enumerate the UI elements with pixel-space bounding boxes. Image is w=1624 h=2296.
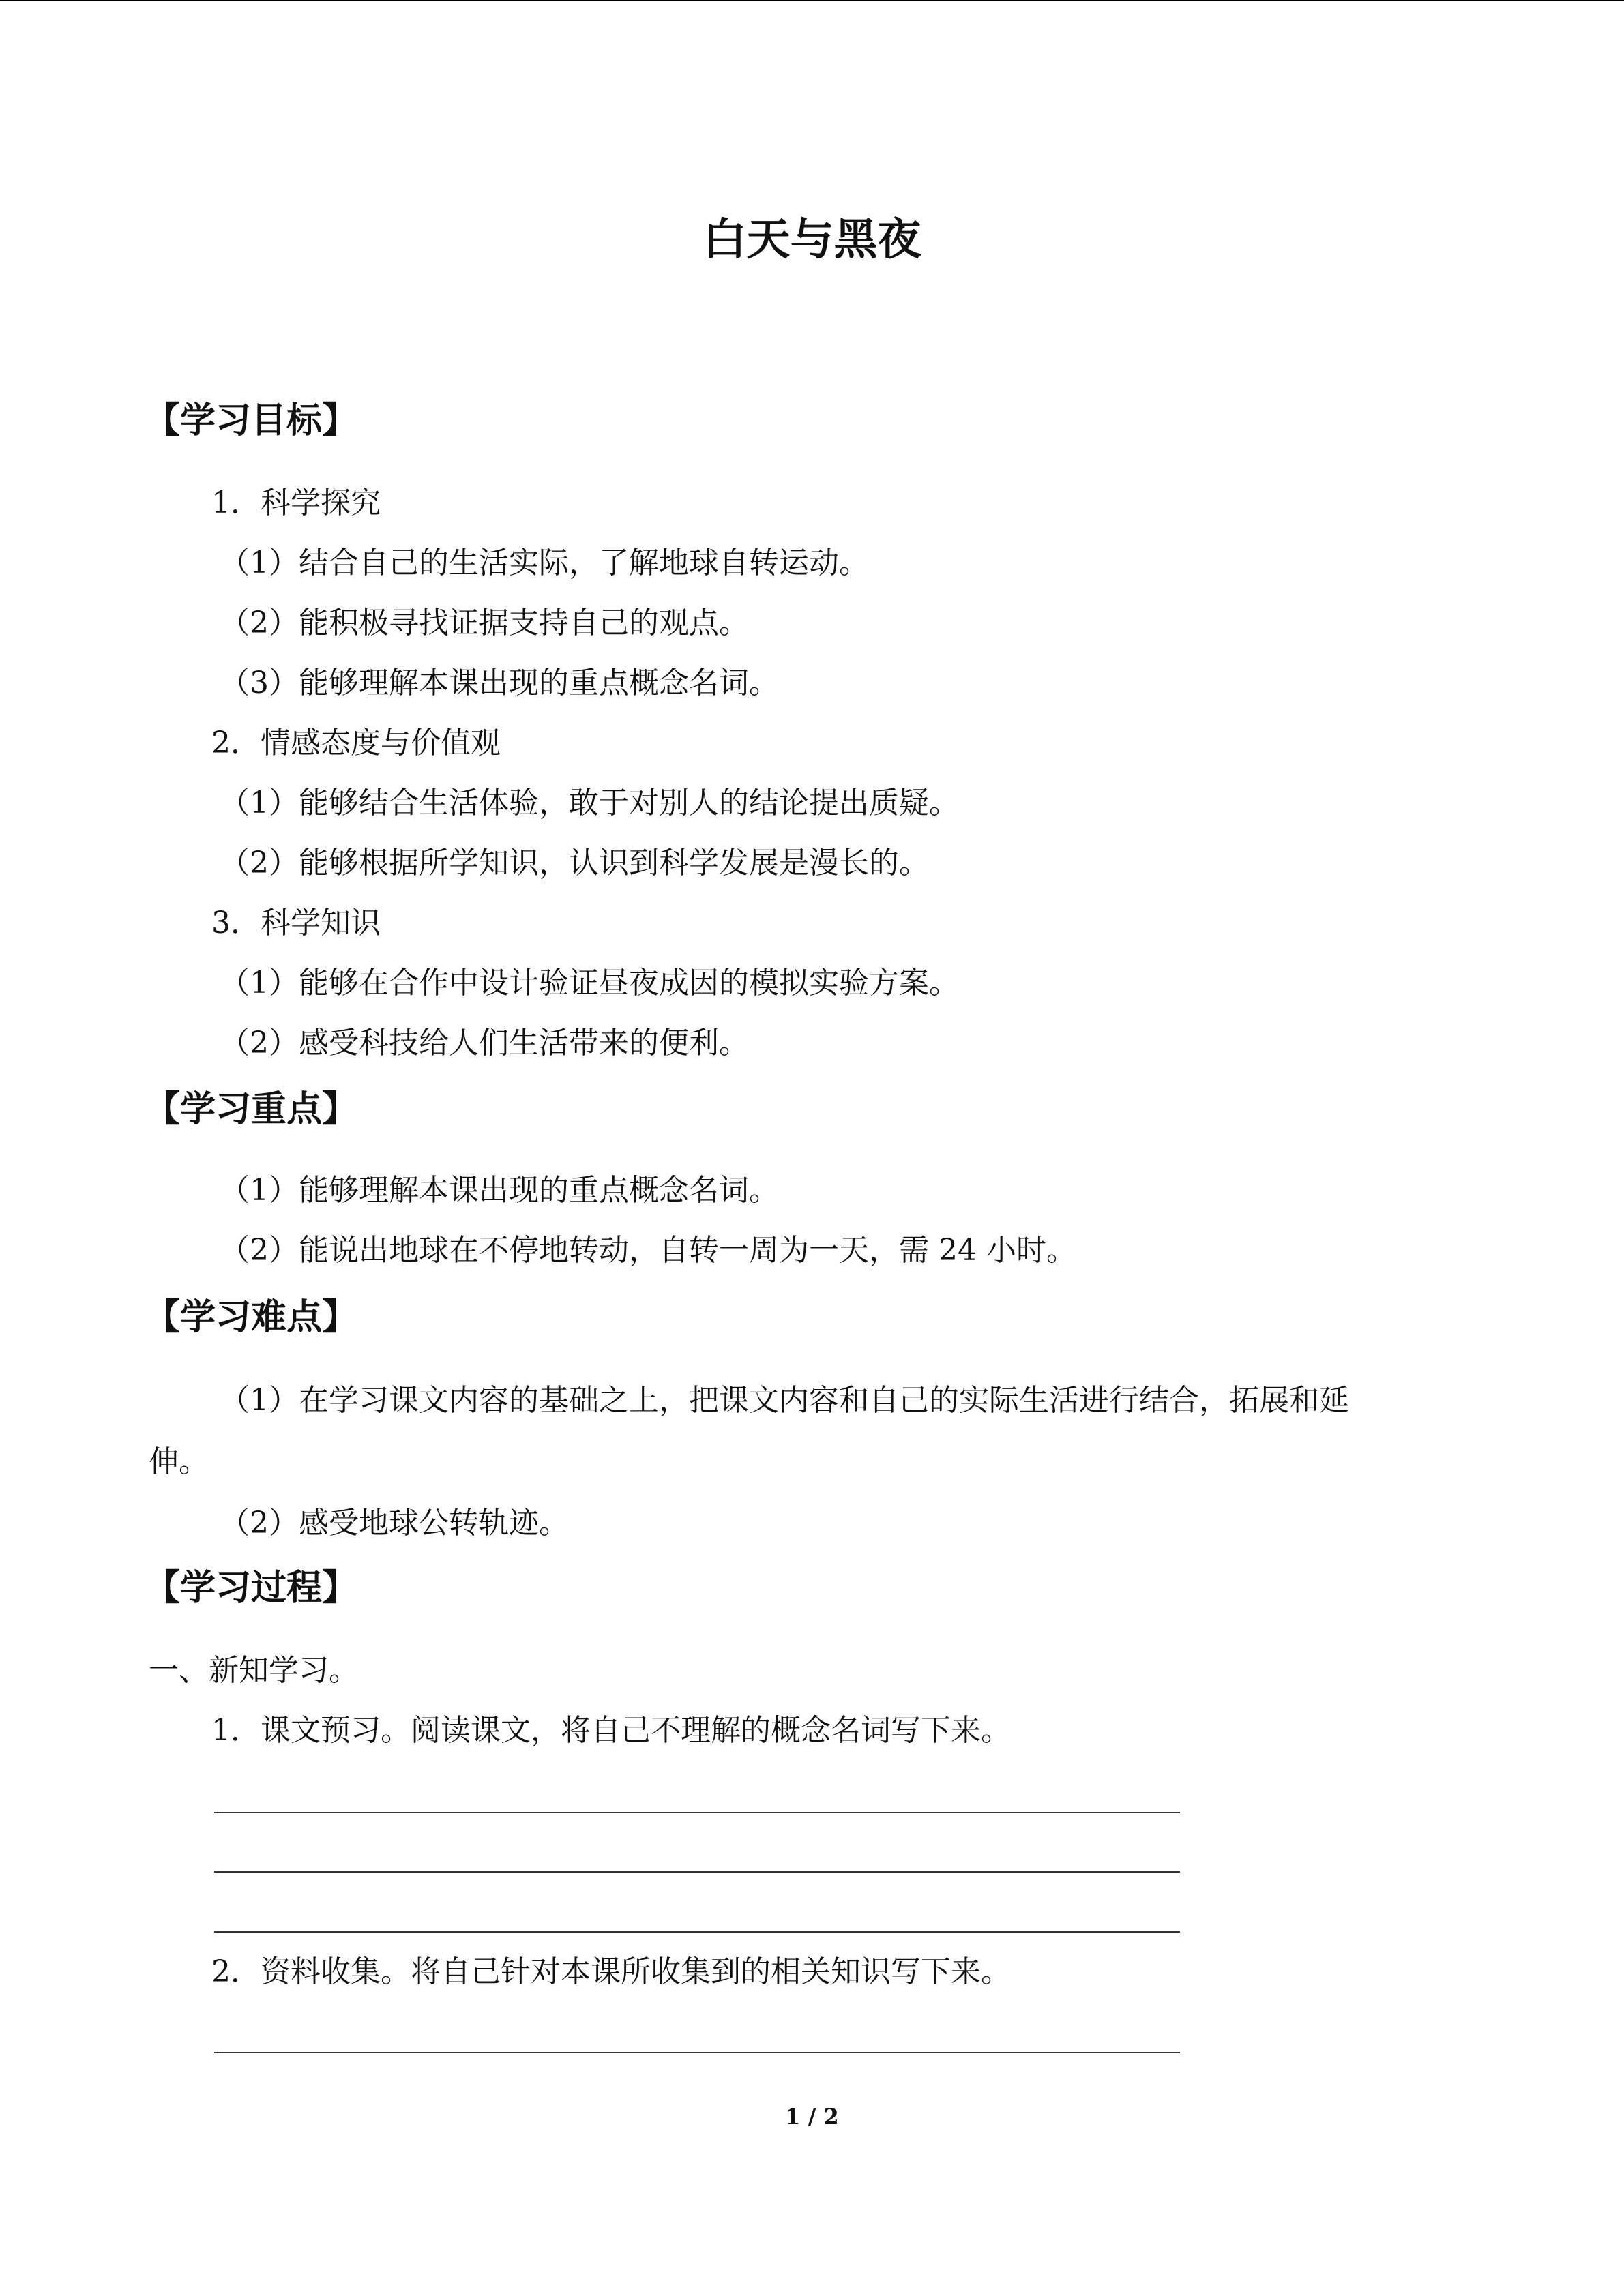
goal-line: 2．情感态度与价值观 (211, 726, 501, 760)
page-title: 白天与黑夜 (703, 215, 921, 265)
goal-line: （1）结合自己的生活实际，了解地球自转运动。 (220, 546, 869, 580)
difficulty-line: （1）在学习课文内容的基础之上，把课文内容和自己的实际生活进行结合，拓展和延 (220, 1383, 1349, 1418)
difficulty-line: （2）感受地球公转轨迹。 (220, 1506, 569, 1540)
answer-line[interactable] (214, 1871, 1180, 1873)
process-line: 1．课文预习。阅读课文，将自己不理解的概念名词写下来。 (211, 1713, 1011, 1748)
key-point-line: （2）能说出地球在不停地转动，自转一周为一天，需 24 小时。 (220, 1233, 1076, 1268)
difficulty-line: 伸。 (149, 1444, 209, 1479)
goal-line: （2）感受科技给人们生活带来的便利。 (220, 1026, 749, 1060)
goal-line: （1）能够在合作中设计验证昼夜成因的模拟实验方案。 (220, 966, 959, 1000)
page-number: 1 / 2 (785, 2104, 839, 2130)
section-heading-process: 【学习过程】 (145, 1568, 358, 1609)
process-line: 2．资料收集。将自己针对本课所收集到的相关知识写下来。 (211, 1954, 1011, 1989)
section-heading-difficulties: 【学习难点】 (145, 1297, 358, 1338)
goal-line: （2）能积极寻找证据支持自己的观点。 (220, 606, 749, 640)
section-heading-goals: 【学习目标】 (145, 400, 358, 441)
answer-line[interactable] (214, 1931, 1180, 1933)
section-heading-key-points: 【学习重点】 (145, 1089, 358, 1130)
goal-line: （1）能够结合生活体验，敢于对别人的结论提出质疑。 (220, 786, 959, 820)
goal-line: 1．科学探究 (211, 486, 381, 520)
answer-line[interactable] (214, 1812, 1180, 1813)
goal-line: （3）能够理解本课出现的重点概念名词。 (220, 666, 779, 700)
goal-line: 3．科学知识 (211, 906, 381, 940)
answer-line[interactable] (214, 2052, 1180, 2053)
key-point-line: （1）能够理解本课出现的重点概念名词。 (220, 1173, 779, 1208)
goal-line: （2）能够根据所学知识，认识到科学发展是漫长的。 (220, 846, 929, 880)
process-line: 一、新知学习。 (149, 1653, 359, 1688)
